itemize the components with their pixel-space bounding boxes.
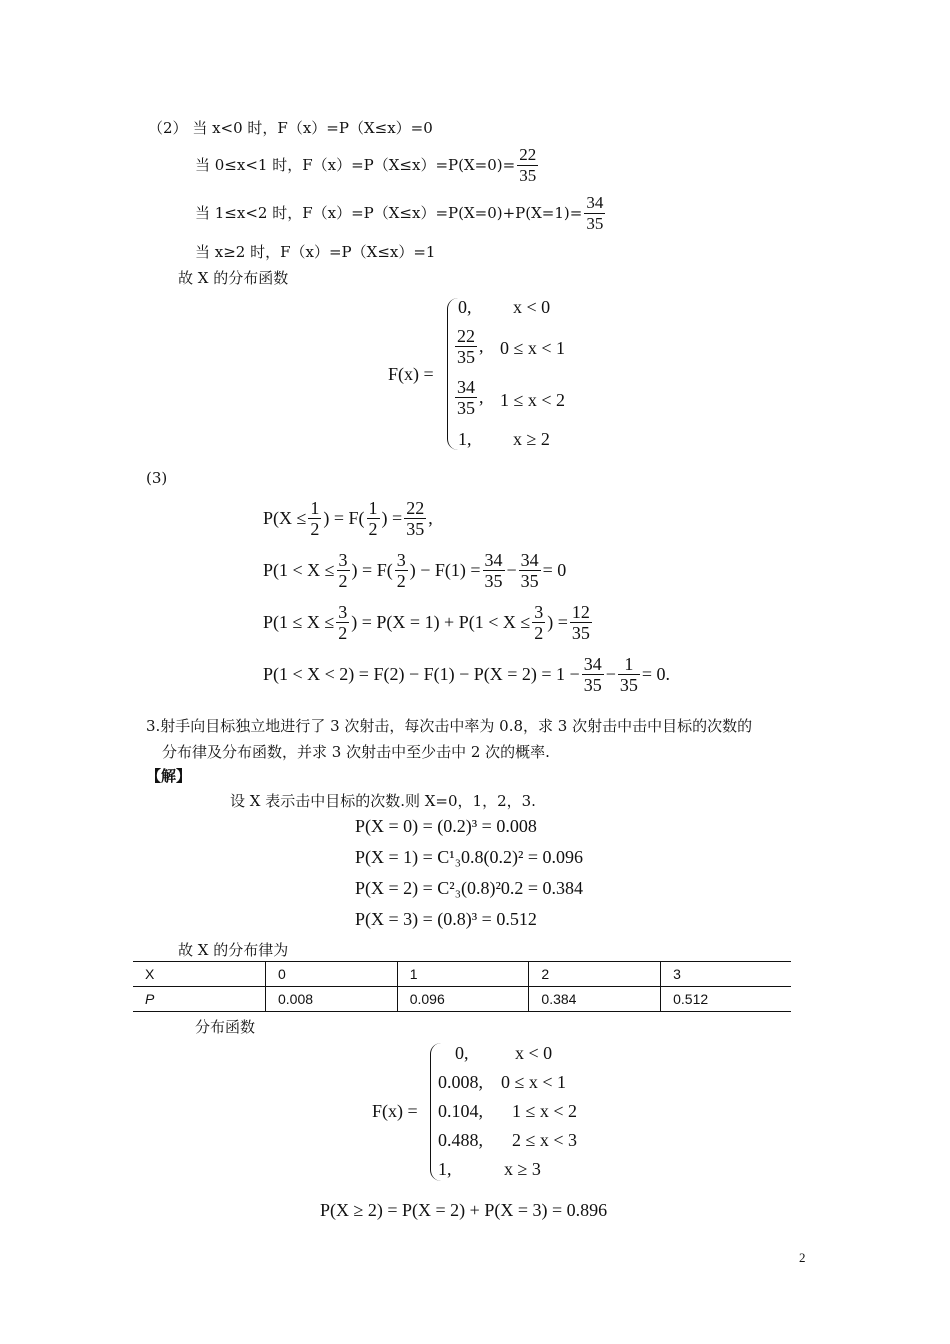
denominator: 35	[586, 213, 604, 233]
fraction	[367, 498, 380, 539]
numerator: 34	[457, 377, 475, 397]
left-brace	[447, 298, 458, 450]
table-row	[133, 987, 791, 1012]
denominator: 35	[484, 571, 503, 591]
table-cell: X	[133, 962, 266, 987]
denominator: 35	[406, 519, 425, 539]
part2-line4	[195, 243, 435, 261]
case-val: 0,	[458, 297, 472, 317]
table-cell: 0.384	[529, 987, 661, 1012]
fraction	[618, 654, 640, 695]
numerator: 34	[484, 550, 503, 570]
denominator: 2	[338, 571, 348, 591]
table-cell: 0.008	[266, 987, 398, 1012]
denominator: 35	[519, 165, 537, 185]
fraction	[582, 654, 604, 695]
denominator: 35	[619, 675, 638, 695]
eq-text: ) =	[547, 612, 568, 632]
denominator: 35	[457, 347, 475, 367]
numerator: 34	[520, 550, 539, 570]
case-val: 0.008,	[438, 1072, 483, 1092]
case-cond: 0 ≤ x < 1	[501, 1072, 567, 1092]
denominator: 2	[310, 519, 320, 539]
part2-case-x-neg: 当 x<0 时，F（x）=P（X≤x）=0	[192, 119, 433, 137]
denominator: 35	[583, 675, 602, 695]
fraction	[532, 602, 545, 643]
table-cell: 0.096	[397, 987, 529, 1012]
part2-line2	[195, 143, 540, 187]
case-cond: 1 ≤ x < 2	[512, 1101, 578, 1121]
part2-l4-text: 当 x≥2 时，F（x）=P（X≤x）=1	[195, 243, 436, 261]
q3-line1: 3.射手向目标独立地进行了 3 次射击，每次击中率为 0.8，求 3 次射击中击中目标的次数的	[146, 717, 753, 735]
part2-line5	[178, 269, 288, 287]
numerator: 3	[396, 550, 406, 570]
table-cell: 3	[661, 962, 791, 987]
final-probability: P(X ≥ 2) = P(X = 2) + P(X = 3) = 0.896	[320, 1200, 608, 1220]
fraction	[483, 550, 505, 591]
piecewise-lhs: F(x) =	[388, 364, 434, 384]
equation-1	[263, 498, 433, 539]
numerator: 3	[338, 550, 348, 570]
case-val: 0.104,	[438, 1101, 483, 1121]
solution-label: 【解】	[146, 767, 192, 785]
eq-text: ) = P(X = 1) + P(1 < X ≤	[351, 612, 531, 632]
equation-4	[263, 654, 670, 695]
part2-label: （2）	[148, 119, 188, 137]
eq-text: = 0.	[641, 664, 671, 684]
q3-line2: 分布律及分布函数，并求 3 次射击中至少击中 2 次的概率.	[162, 743, 550, 761]
eq-text: = 0	[542, 560, 567, 580]
denominator: 2	[338, 623, 348, 643]
table-cell: 1	[397, 962, 529, 987]
numerator: 1	[368, 498, 378, 518]
fraction	[404, 498, 426, 539]
equation-3	[263, 602, 594, 643]
case-val: 1,	[438, 1159, 452, 1179]
prob-eq-2: P(X = 2) = C²₃(0.8)²0.2 = 0.384	[355, 878, 584, 898]
case-fraction	[453, 326, 484, 367]
eq-text: P(1 < X ≤	[263, 560, 335, 580]
case-val: 0.488,	[438, 1130, 483, 1150]
eq-text: P(1 < X < 2) = F(2) − F(1) − P(X = 2) = 1 −	[263, 664, 580, 684]
case-cond: 0 ≤ x < 1	[500, 338, 566, 358]
denominator: 35	[571, 623, 590, 643]
case-val: 0,	[455, 1043, 469, 1063]
case-val: 1,	[458, 429, 472, 449]
part2-l3-text: 当 1≤x<2 时，F（x）=P（X≤x）=P(X=0)+P(X=1)=	[195, 204, 583, 222]
fraction	[308, 498, 321, 539]
case-fraction	[453, 377, 484, 418]
fraction	[519, 550, 541, 591]
numerator: 34	[583, 654, 602, 674]
case-cond: x ≥ 2	[513, 429, 550, 449]
part2-line1	[148, 119, 433, 137]
comma: ,	[479, 336, 484, 356]
part2-l2-text: 当 0≤x<1 时，F（x）=P（X≤x）=P(X=0)=	[195, 156, 516, 174]
case-cond: x ≥ 3	[504, 1159, 541, 1179]
fraction	[584, 193, 605, 234]
denominator: 35	[520, 571, 539, 591]
equation-2	[263, 550, 566, 591]
distribution-law-label: 故 X 的分布律为	[178, 941, 289, 959]
numerator: 22	[457, 326, 475, 346]
eq-text: P(1 ≤ X ≤	[263, 612, 335, 632]
table-cell: P	[133, 987, 266, 1012]
piecewise-lhs: F(x) =	[372, 1101, 418, 1121]
eq-text: ) − F(1) =	[409, 560, 481, 580]
eq-text: ,	[428, 508, 433, 528]
prob-eq-0: P(X = 0) = (0.2)³ = 0.008	[355, 816, 537, 836]
table-cell: 2	[529, 962, 661, 987]
table-cell: 0	[266, 962, 398, 987]
prob-eq-1: P(X = 1) = C¹₃0.8(0.2)² = 0.096	[355, 847, 584, 867]
denominator: 2	[534, 623, 544, 643]
eq-text: ) = F(	[323, 508, 365, 528]
fraction	[517, 145, 538, 186]
part2-line3	[195, 191, 607, 235]
prob-eq-3: P(X = 3) = (0.8)³ = 0.512	[355, 909, 537, 929]
fraction	[455, 377, 477, 418]
denominator: 2	[368, 519, 378, 539]
numerator: 22	[519, 144, 537, 164]
case-cond: 1 ≤ x < 2	[500, 390, 566, 410]
case-cond: 2 ≤ x < 3	[512, 1130, 578, 1150]
eq-text: −	[506, 560, 517, 580]
q3-setup: 设 X 表示击中目标的次数.则 X=0，1，2，3.	[230, 792, 536, 810]
fraction	[337, 550, 350, 591]
denominator: 35	[457, 398, 475, 418]
comma: ,	[479, 387, 484, 407]
numerator: 3	[338, 602, 348, 622]
page-number: 2	[799, 1250, 806, 1265]
numerator: 3	[534, 602, 544, 622]
table-row	[133, 962, 791, 987]
distribution-function-label: 分布函数	[195, 1018, 256, 1036]
eq-text: P(X ≤	[263, 508, 307, 528]
numerator: 12	[571, 602, 590, 622]
distribution-table	[133, 961, 791, 1012]
numerator: 22	[406, 498, 425, 518]
fraction	[570, 602, 592, 643]
denominator: 2	[396, 571, 406, 591]
case-cond: x < 0	[515, 1043, 553, 1063]
numerator: 1	[624, 654, 634, 674]
table-cell: 0.512	[661, 987, 791, 1012]
eq-text: ) =	[381, 508, 403, 528]
fraction	[455, 326, 477, 367]
numerator: 1	[310, 498, 320, 518]
case-cond: x < 0	[513, 297, 551, 317]
fraction	[395, 550, 408, 591]
numerator: 34	[586, 192, 604, 212]
part2-l5-text: 故 X 的分布函数	[178, 269, 289, 287]
fraction	[336, 602, 349, 643]
eq-text: −	[605, 664, 616, 684]
part3-label: (3)	[146, 469, 168, 487]
eq-text: ) = F(	[351, 560, 393, 580]
